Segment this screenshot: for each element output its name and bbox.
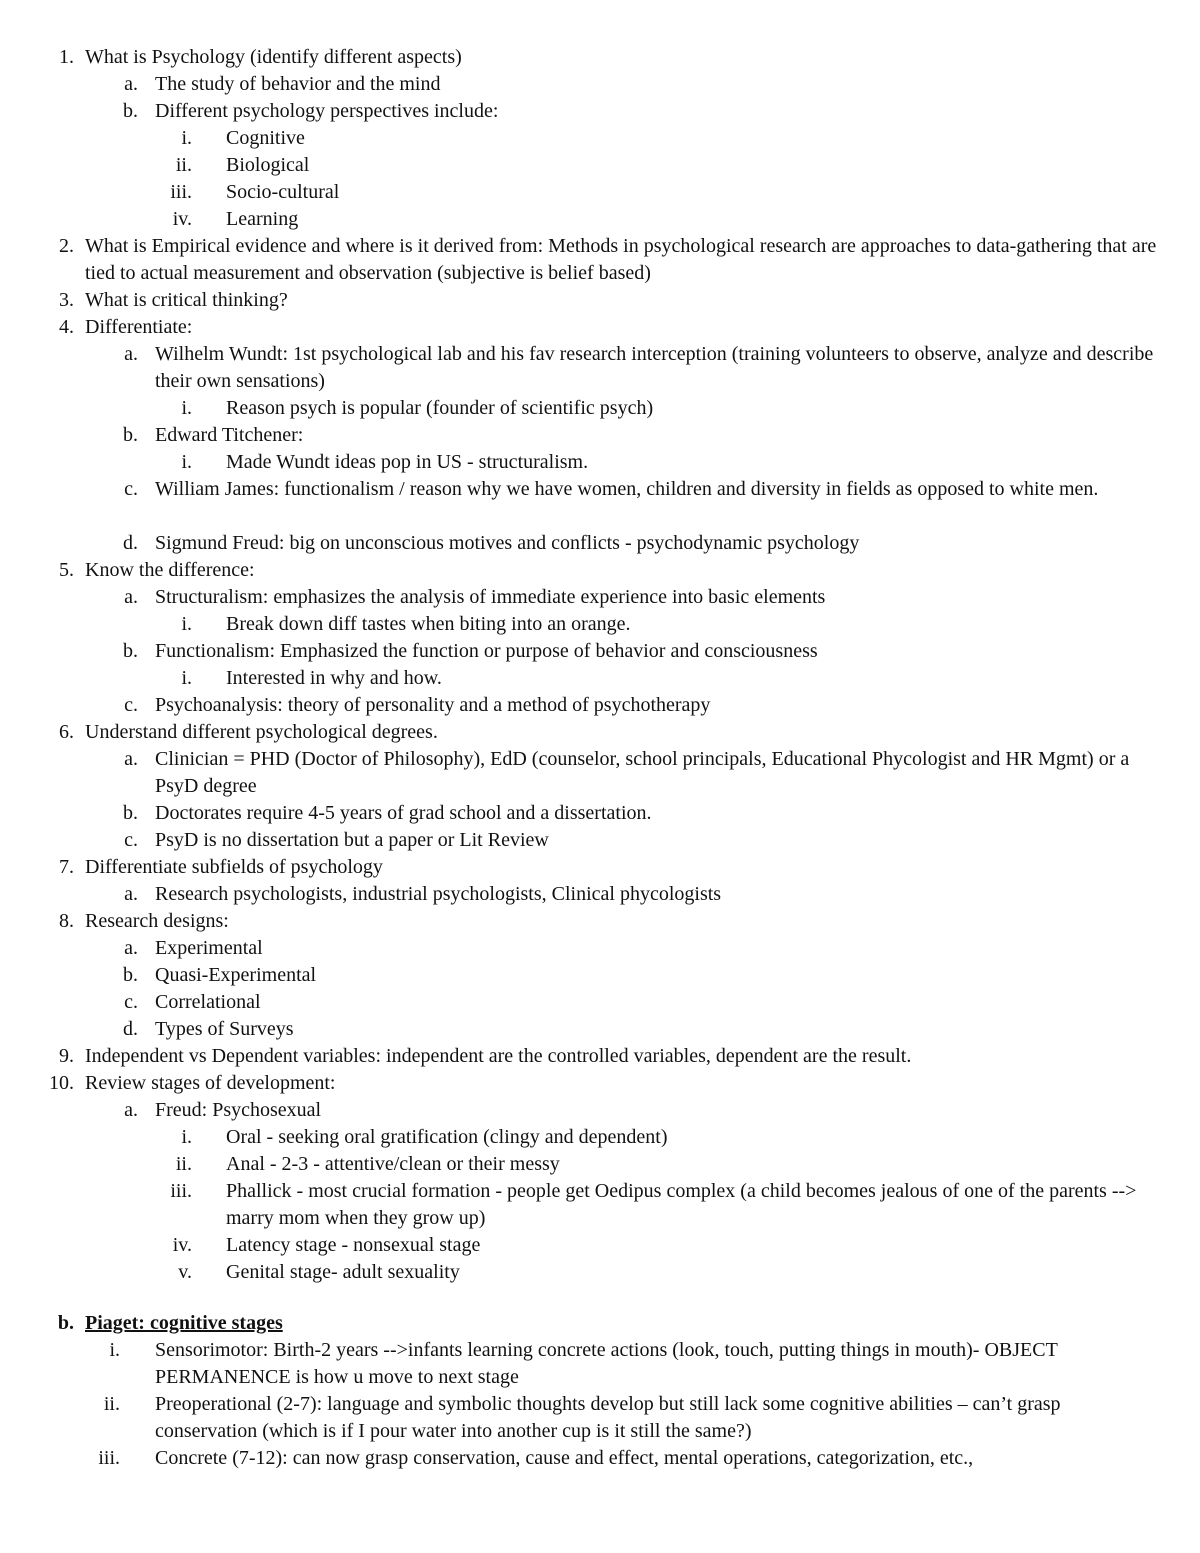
list-text: PsyD is no dissertation but a paper or Lit Review <box>155 829 549 851</box>
list-marker: i. <box>181 451 192 473</box>
list-text: Phallick - most crucial formation - people get Oedipus complex (a child becomes jealous of one of the parents --> marry mom when they grow up) <box>226 1180 1137 1229</box>
item-10a-iv <box>0 1232 1200 1259</box>
item-1 <box>0 44 1200 71</box>
list-text: Wilhelm Wundt: 1st psychological lab and his fav research interception (training volunteers to observe, analyze and describe their own sensations) <box>155 343 1154 392</box>
item-6 <box>0 719 1200 746</box>
list-text: Different psychology perspectives include: <box>155 100 499 122</box>
item-6c <box>0 827 1200 854</box>
section-heading: Piaget: cognitive stages <box>85 1312 283 1334</box>
list-marker: i. <box>181 127 192 149</box>
list-marker: b. <box>123 640 138 662</box>
list-text: Sensorimotor: Birth-2 years -->infants learning concrete actions (look, touch, putting things in mouth)- OBJECT PERMANENCE is how u move to next stage <box>155 1339 1058 1388</box>
list-marker: 6. <box>59 721 74 743</box>
item-piaget-i <box>0 1337 1200 1391</box>
list-text: What is Psychology (identify different aspects) <box>85 46 462 68</box>
item-8c <box>0 989 1200 1016</box>
list-text: Interested in why and how. <box>226 667 442 689</box>
list-text: William James: functionalism / reason why we have women, children and diversity in fields as opposed to white men. <box>155 478 1099 500</box>
list-marker: 7. <box>59 856 74 878</box>
list-marker: i. <box>181 613 192 635</box>
list-text: The study of behavior and the mind <box>155 73 441 95</box>
item-2 <box>0 233 1200 287</box>
list-marker: 8. <box>59 910 74 932</box>
item-10a-iii <box>0 1178 1200 1232</box>
list-text: Reason psych is popular (founder of scientific psych) <box>226 397 654 419</box>
item-5 <box>0 557 1200 584</box>
item-9 <box>0 1043 1200 1070</box>
list-text: Psychoanalysis: theory of personality and a method of psychotherapy <box>155 694 711 716</box>
item-10a <box>0 1097 1200 1124</box>
list-marker: ii. <box>175 1153 192 1175</box>
item-8d <box>0 1016 1200 1043</box>
item-1b-iv <box>0 206 1200 233</box>
spacer <box>0 1286 1200 1310</box>
list-text: What is critical thinking? <box>85 289 288 311</box>
list-marker: v. <box>178 1261 192 1283</box>
list-text: Anal - 2-3 - attentive/clean or their messy <box>226 1153 560 1175</box>
list-text: Research designs: <box>85 910 229 932</box>
item-8a <box>0 935 1200 962</box>
list-text: Structuralism: emphasizes the analysis of immediate experience into basic elements <box>155 586 826 608</box>
list-marker: ii. <box>175 154 192 176</box>
list-text: Latency stage - nonsexual stage <box>226 1234 481 1256</box>
item-5a-i <box>0 611 1200 638</box>
item-8b <box>0 962 1200 989</box>
item-1b <box>0 98 1200 125</box>
item-5b-i <box>0 665 1200 692</box>
list-text: Functionalism: Emphasized the function or purpose of behavior and consciousness <box>155 640 818 662</box>
list-marker: c. <box>124 694 138 716</box>
item-10 <box>0 1070 1200 1097</box>
list-marker: iv. <box>172 208 192 230</box>
list-marker: b. <box>123 802 138 824</box>
list-marker: a. <box>124 343 138 365</box>
list-text: Break down diff tastes when biting into an orange. <box>226 613 631 635</box>
item-4 <box>0 314 1200 341</box>
list-text: Socio-cultural <box>226 181 340 203</box>
list-text: Clinician = PHD (Doctor of Philosophy), EdD (counselor, school principals, Educational Phycologist and HR Mgmt) or a PsyD degree <box>155 748 1130 797</box>
list-text: Correlational <box>155 991 261 1013</box>
list-text: Learning <box>226 208 299 230</box>
list-marker: a. <box>124 1099 138 1121</box>
list-text: Concrete (7-12): can now grasp conservation, cause and effect, mental operations, categorization, etc., <box>155 1447 974 1469</box>
section-piaget-heading <box>0 1310 1200 1337</box>
item-10a-i <box>0 1124 1200 1151</box>
list-text: Genital stage- adult sexuality <box>226 1261 460 1283</box>
list-marker: b. <box>57 1312 74 1334</box>
list-marker: b. <box>123 964 138 986</box>
list-text: Types of Surveys <box>155 1018 294 1040</box>
list-marker: 9. <box>59 1045 74 1067</box>
list-marker: 10. <box>49 1072 74 1094</box>
list-marker: i. <box>181 667 192 689</box>
item-4a-i <box>0 395 1200 422</box>
list-marker: d. <box>123 1018 138 1040</box>
item-10a-v <box>0 1259 1200 1286</box>
item-7 <box>0 854 1200 881</box>
list-marker: i. <box>181 1126 192 1148</box>
list-text: Differentiate: <box>85 316 193 338</box>
list-marker: ii. <box>103 1393 120 1415</box>
list-marker: iv. <box>172 1234 192 1256</box>
item-1b-ii <box>0 152 1200 179</box>
list-text: Independent vs Dependent variables: independent are the controlled variables, dependent are the result. <box>85 1045 912 1067</box>
list-marker: 3. <box>59 289 74 311</box>
list-text: Experimental <box>155 937 263 959</box>
list-text: Edward Titchener: <box>155 424 304 446</box>
list-text: Know the difference: <box>85 559 255 581</box>
item-6a <box>0 746 1200 800</box>
list-marker: a. <box>124 937 138 959</box>
item-1b-iii <box>0 179 1200 206</box>
list-marker: 2. <box>59 235 74 257</box>
list-marker: i. <box>109 1339 120 1361</box>
list-marker: a. <box>124 586 138 608</box>
item-10a-ii <box>0 1151 1200 1178</box>
list-marker: a. <box>124 73 138 95</box>
item-7a <box>0 881 1200 908</box>
item-6b <box>0 800 1200 827</box>
document-page <box>0 44 1200 1472</box>
list-marker: b. <box>123 100 138 122</box>
list-marker: c. <box>124 829 138 851</box>
list-marker: iii. <box>170 1180 192 1202</box>
item-4b <box>0 422 1200 449</box>
list-marker: c. <box>124 991 138 1013</box>
list-text: Freud: Psychosexual <box>155 1099 322 1121</box>
item-3 <box>0 287 1200 314</box>
item-4c <box>0 476 1200 530</box>
item-5a <box>0 584 1200 611</box>
list-text: Made Wundt ideas pop in US - structuralism. <box>226 451 589 473</box>
item-1a <box>0 71 1200 98</box>
list-text: Sigmund Freud: big on unconscious motives and conflicts - psychodynamic psychology <box>155 532 860 554</box>
item-4d <box>0 530 1200 557</box>
list-text: Review stages of development: <box>85 1072 336 1094</box>
list-marker: 1. <box>59 46 74 68</box>
list-text: Understand different psychological degrees. <box>85 721 438 743</box>
list-text: Doctorates require 4-5 years of grad school and a dissertation. <box>155 802 652 824</box>
item-5c <box>0 692 1200 719</box>
item-8 <box>0 908 1200 935</box>
list-marker: i. <box>181 397 192 419</box>
list-text: Preoperational (2-7): language and symbolic thoughts develop but still lack some cognitive abilities – can’t grasp conservation (which is if I pour water into another cup is it still the same?) <box>155 1393 1061 1442</box>
list-marker: a. <box>124 883 138 905</box>
item-1b-i <box>0 125 1200 152</box>
item-5b <box>0 638 1200 665</box>
list-marker: iii. <box>98 1447 120 1469</box>
list-text: What is Empirical evidence and where is it derived from: Methods in psychological research are approaches to data-gathering that are tied to actual measurement and observation (subjective is belief based) <box>85 235 1157 284</box>
item-4b-i <box>0 449 1200 476</box>
list-text: Cognitive <box>226 127 305 149</box>
list-marker: 5. <box>59 559 74 581</box>
list-text: Oral - seeking oral gratification (clingy and dependent) <box>226 1126 668 1148</box>
list-marker: iii. <box>170 181 192 203</box>
list-text: Biological <box>226 154 310 176</box>
list-marker: b. <box>123 424 138 446</box>
list-marker: a. <box>124 748 138 770</box>
list-marker: d. <box>123 532 138 554</box>
list-marker: c. <box>124 478 138 500</box>
list-marker: 4. <box>59 316 74 338</box>
item-4a <box>0 341 1200 395</box>
list-text: Research psychologists, industrial psychologists, Clinical phycologists <box>155 883 722 905</box>
item-piaget-ii <box>0 1391 1200 1445</box>
list-text: Differentiate subfields of psychology <box>85 856 383 878</box>
item-piaget-iii <box>0 1445 1200 1472</box>
list-text: Quasi-Experimental <box>155 964 317 986</box>
